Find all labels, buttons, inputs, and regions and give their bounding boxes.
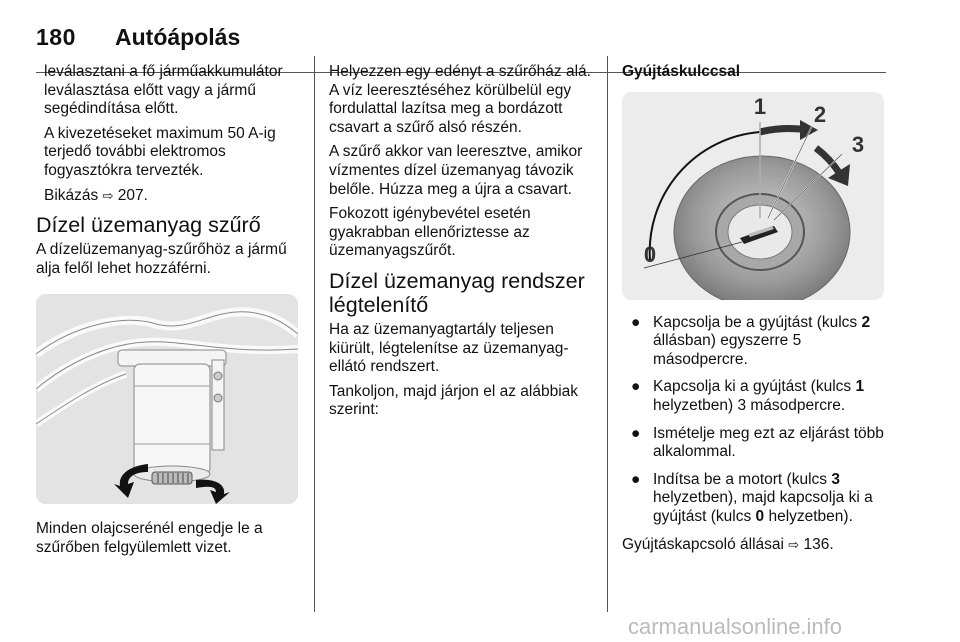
xref-arrow-icon: ⇨ — [102, 187, 114, 203]
fuel-filter-icon — [36, 294, 298, 504]
key-position-0-label: 0 — [643, 241, 657, 267]
page-header — [0, 24, 886, 50]
bullet-icon: ● — [631, 313, 641, 331]
paragraph: Tankoljon, majd járjon el az alábbiak szerint: — [329, 382, 579, 419]
xref-page: 207. — [113, 186, 148, 204]
list-item: ● Kapcsolja be a gyújtást (kulcs 2 állásban) egyszerre 5 másodpercre. — [631, 313, 871, 368]
paragraph: leválasztani a fő járműakkumulátor leválasztása előtt vagy a jármű segédindítása előtt. — [44, 63, 283, 118]
xref-text: Bikázás — [44, 186, 103, 204]
xref-arrow-icon: ⇨ — [788, 536, 800, 552]
key-position-2-label: 2 — [813, 101, 827, 127]
paragraph: Helyezzen egy edényt a szűrőház alá. A víz leeresztéséhez körülbelül egy fordulattal lazítsa meg a bordázott csavart a szűrő alsó részén. — [329, 63, 591, 136]
watermark: carmanualsonline.info — [628, 614, 843, 639]
section-heading: Dízel üzemanyag szűrő — [36, 213, 261, 238]
bullet-icon: ● — [631, 378, 641, 396]
subsection-heading: Gyújtáskulccsal — [622, 63, 741, 80]
column-1 — [36, 63, 304, 564]
paragraph: A kivezetéseket maximum 50 A-ig terjedő további elektromos fogyasztókra tervezték. — [44, 124, 276, 179]
paragraph: Minden olajcserénél engedje le a szűrőben felgyülemlett vizet. — [36, 520, 263, 556]
key-position-3-label: 3 — [851, 131, 865, 157]
list-item: ● Indítsa be a motort (kulcs 3 helyzetben), majd kapcsolja ki a gyújtást (kulcs 0 helyzetben). — [631, 470, 873, 525]
column-2 — [329, 63, 597, 426]
page-title: Autóápolás — [115, 24, 241, 50]
column-3 — [622, 63, 890, 560]
column-divider-2 — [607, 56, 608, 612]
instruction-list — [622, 314, 890, 527]
fuel-filter-figure — [36, 294, 298, 504]
key-position-1-label: 1 — [753, 93, 767, 119]
ignition-switch-icon — [622, 92, 884, 300]
list-item: ● Ismételje meg ezt az eljárást több alkalommal. — [631, 424, 884, 461]
section-heading: Dízel üzemanyag rendszer légtelenítő — [329, 268, 585, 317]
paragraph: A szűrő akkor van leeresztve, amikor vízmentes dízel üzemanyag távozik belőle. Húzza meg a újra a csavart. — [329, 143, 583, 198]
cross-reference[interactable] — [36, 187, 304, 206]
paragraph: A dízelüzemanyag-szűrőhöz a jármű alja felől lehet hozzáférni. — [36, 241, 287, 277]
list-item: ● Kapcsolja ki a gyújtást (kulcs 1 helyzetben) 3 másodpercre. — [631, 378, 865, 414]
column-divider-1 — [314, 56, 315, 612]
bullet-icon: ● — [631, 424, 641, 442]
cross-reference[interactable]: Gyújtáskapcsoló állásai ⇨ 136. — [622, 535, 834, 553]
page-number: 180 — [36, 24, 76, 50]
paragraph: Fokozott igénybevétel esetén gyakrabban ellenőriztesse az üzemanyagszűrőt. — [329, 205, 531, 260]
bullet-icon: ● — [631, 470, 641, 488]
paragraph: Ha az üzemanyagtartály teljesen kiürült, légtelenítse az üzemanyag-ellátó rendszert. — [329, 320, 569, 376]
ignition-key-figure — [622, 92, 884, 300]
